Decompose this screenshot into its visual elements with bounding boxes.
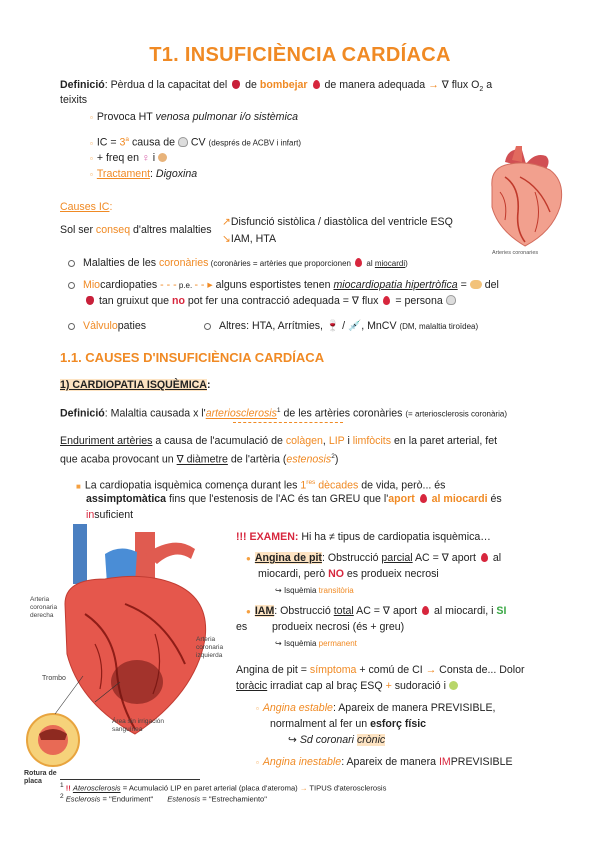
list-item: Miocardiopaties - - - p.e. - - ▸ alguns esportistes tenen miocardiopatia hipertròfica = del xyxy=(68,278,499,293)
square-bullet-icon: ■ xyxy=(76,481,81,491)
sweating-face-icon xyxy=(449,681,458,690)
heart-caption: Arteries coronaries xyxy=(492,250,539,256)
sub-item: ↪ Sd coronari crònic xyxy=(288,734,386,746)
causes-heading: Causes IC: xyxy=(60,201,113,213)
blood-drop-icon xyxy=(420,494,427,503)
square-bullet-icon: ▫ xyxy=(90,170,93,179)
blood-drop-icon xyxy=(422,606,429,615)
exam-line: !!! EXAMEN: Hi ha ≠ tipus de cardiopatia isquèmica… xyxy=(236,531,491,543)
skull-icon xyxy=(446,295,456,305)
list-item: ▫ Angina inestable: Apareix de manera IMPREVISIBLE xyxy=(256,756,513,768)
square-bullet-icon: ▫ xyxy=(90,138,93,148)
skull-icon xyxy=(178,137,188,147)
list-item-cont: miocardi, però NO es produeix necrosi xyxy=(258,568,439,580)
blood-drop-icon xyxy=(481,553,488,562)
square-bullet-icon: ▫ xyxy=(256,704,259,713)
list-item-cont: tan gruixut que no pot fer una contracció adequada = ∇ flux = persona xyxy=(84,294,456,308)
list-item: Vàlvulopaties xyxy=(68,319,146,333)
definition-line: Definició: Malaltia causada x l'arteriosclerosis$^1$ de les artèries coronàries (= arteriosclerosis coronària) xyxy=(60,407,507,420)
elderly-face-icon xyxy=(158,153,167,162)
paragraph-line: ■ La cardiopatia isquèmica comença durant les 1res dècades de vida, però... és xyxy=(76,479,446,492)
causes-branch-2: ↘IAM, HTA xyxy=(222,233,277,245)
paragraph-line: Angina de pit = símptoma + comú de CI → Consta de... Dolor xyxy=(236,664,525,676)
sub-item: ↪ Isquèmia transitòria xyxy=(275,586,354,595)
paragraph-line: Enduriment artèries a causa de l'acumulació de colàgen, LIP i limfòcits en la paret arterial, fet xyxy=(60,435,498,447)
wine-glass-icon: 🍷 xyxy=(325,320,340,332)
blood-drop-icon xyxy=(355,258,362,267)
paragraph-line: toràcic irradiat cap al braç ESQ + sudoració i xyxy=(236,679,458,693)
square-bullet-icon: ▫ xyxy=(256,758,259,767)
subsection-heading: 1) CARDIOPATIA ISQUÈMICA: xyxy=(60,379,211,391)
list-item: ● Angina de pit: Obstrucció parcial AC = ∇ aport al xyxy=(246,552,502,564)
heart-label: Rotura de placa xyxy=(24,770,57,785)
circle-bullet-icon xyxy=(204,323,211,330)
heart-label: Trombo xyxy=(42,675,66,682)
definition-line-2: teixits xyxy=(60,94,88,106)
syringe-icon: 💉 xyxy=(347,320,362,332)
paragraph-line: insuficient xyxy=(86,509,134,521)
causes-intro: Sol ser conseq d'altres malalties xyxy=(60,224,212,236)
square-bullet-icon: ▫ xyxy=(90,113,93,122)
footnote-divider xyxy=(60,779,200,780)
circle-bullet-icon xyxy=(68,323,75,330)
list-item: Altres: HTA, Arrítmies, 🍷 / 💉, MnCV (DM, malaltia tiroïdea) xyxy=(204,319,478,334)
definition-label: Definició xyxy=(60,79,105,91)
list-item: ● IAM: Obstrucció total AC = ∇ aport al miocardi, i SI xyxy=(246,605,507,617)
paragraph-line: assimptomàtica fins que l'estenosis de l'AC és tan GREU que l'aport al miocardi és xyxy=(86,493,502,505)
list-item-cont: normalment al fer un esforç físic xyxy=(270,718,427,730)
heart-icon xyxy=(86,296,94,305)
list-item: Malalties de les coronàries (coronàries = artèries que proporcionen al miocardi) xyxy=(68,256,408,271)
dot-bullet-icon: ● xyxy=(246,607,251,616)
blood-drop-icon xyxy=(313,80,320,89)
footnote-1: 1 !! Aterosclerosis = Acumulació LIP en paret arterial (placa d'ateroma) → TIPUS d'aterosclerosis xyxy=(60,782,387,793)
list-item-cont: produeix necrosi (és + greu) xyxy=(272,621,405,633)
list-item-cont: es xyxy=(236,621,248,633)
circle-bullet-icon xyxy=(68,260,75,267)
section-heading: 1.1. CAUSES D'INSUFICIÈNCIA CARDÍACA xyxy=(60,350,325,365)
circle-bullet-icon xyxy=(68,282,75,289)
causes-branch-1: ↗Disfunció sistòlica / diastòlica del ventricle ESQ xyxy=(222,216,453,228)
list-item: ▫ + freq en ♀ i xyxy=(90,151,167,166)
footnote-2: 2 Esclerosis = "Enduriment" Estenosis = "Estrechamiento" xyxy=(60,793,267,804)
list-item: ▫ IC = $3^a$ causa de CV (després de ACBV i infart) xyxy=(90,136,302,149)
dashed-connector xyxy=(233,422,343,423)
sub-item: ↪ Isquèmia permanent xyxy=(275,639,357,648)
dot-bullet-icon: ● xyxy=(246,554,251,563)
heart-label: Arteria coronaria derecha xyxy=(30,596,58,619)
heart-icon xyxy=(232,80,240,89)
blood-drop-icon xyxy=(383,296,390,305)
list-item: ▫ Provoca HT venosa pulmonar i/o sistèmica xyxy=(90,111,299,123)
heart-label: Arteria coronaria izquierda xyxy=(196,636,224,659)
heart-label: Área sin irrigación sanguínea xyxy=(112,718,165,733)
flexed-arm-icon xyxy=(470,280,482,289)
list-item: ▫ Angina estable: Apareix de manera PREVISIBLE, xyxy=(256,702,496,714)
female-symbol-icon: ♀ xyxy=(141,152,150,164)
definition-line: Definició: Pèrdua d la capacitat del de bombejar de manera adequada → ∇ flux $O_2$ a xyxy=(60,79,493,94)
square-bullet-icon: ▫ xyxy=(90,154,93,163)
coronary-heart-illustration xyxy=(480,142,570,252)
paragraph-line: que acaba provocant un ∇ diàmetre de l'artèria (estenosis$^2$) xyxy=(60,453,339,466)
list-item: ▫ Tractament: Digoxina xyxy=(90,168,198,180)
page-title: T1. INSUFICIÈNCIA CARDÍACA xyxy=(149,44,451,66)
